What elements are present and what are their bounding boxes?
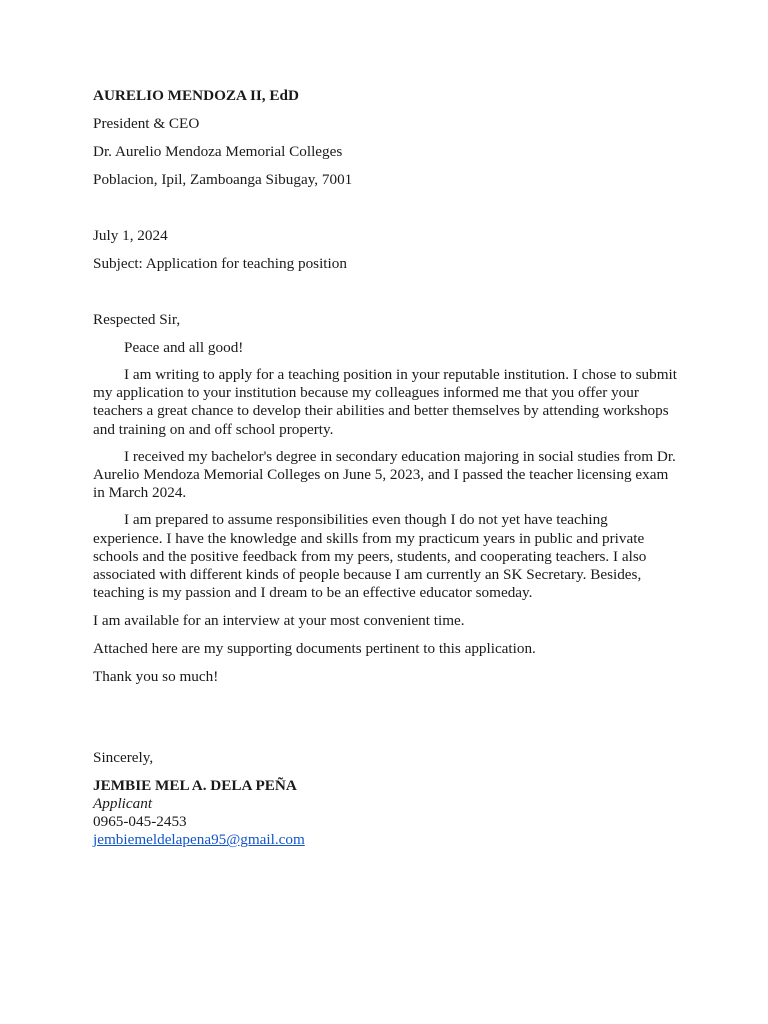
body-paragraph-3: I am prepared to assume responsibilities even though I do not yet have teaching experience. I have the knowledge and skills from my practicum years in public and private schools and the positive feedback from my peers, students, and cooperating teachers. I also associated with different kinds of people because I am currently an SK Secretary. Besides, teaching is my passion and I dream to be an effective educator someday.	[93, 511, 647, 602]
salutation: Respected Sir,	[93, 311, 181, 328]
sender-phone: 0965-045-2453	[93, 813, 187, 831]
body-availability: I am available for an interview at your most convenient time.	[93, 612, 465, 630]
recipient-institution: Dr. Aurelio Mendoza Memorial Colleges	[93, 143, 343, 160]
body-greeting: Peace and all good!	[124, 339, 244, 356]
signature-block	[93, 776, 678, 849]
recipient-name: AURELIO MENDOZA II, EdD	[93, 87, 299, 104]
body-thanks: Thank you so much!	[93, 668, 219, 686]
body-attachments: Attached here are my supporting documents pertinent to this application.	[93, 640, 536, 658]
letter-subject: Subject: Application for teaching position	[93, 255, 347, 272]
recipient-address: Poblacion, Ipil, Zamboanga Sibugay, 7001	[93, 171, 353, 188]
spacer	[93, 190, 678, 226]
letter-page	[93, 86, 678, 849]
recipient-title: President & CEO	[93, 115, 200, 132]
sender-email-link[interactable]: jembiemeldelapena95@gmail.com	[93, 831, 305, 849]
spacer	[93, 695, 678, 748]
sender-name: JEMBIE MEL A. DELA PEÑA	[93, 777, 297, 795]
body-paragraph-2: I received my bachelor's degree in secondary education majoring in social studies from Dr. Aurelio Mendoza Memorial Colleges on June 5, 2023, and I passed the teacher licensing exam in March 2024.	[93, 447, 676, 502]
letter-date: July 1, 2024	[93, 227, 168, 244]
spacer	[93, 274, 678, 310]
sender-role: Applicant	[93, 795, 153, 813]
letter-body	[93, 338, 678, 687]
closing: Sincerely,	[93, 749, 154, 767]
recipient-block	[93, 86, 678, 190]
body-paragraph-1: I am writing to apply for a teaching position in your reputable institution. I chose to submit my application to your institution because my colleagues informed me that you offer your teachers a great chance to develop their abilities and better themselves by attending workshops and training on and off school property.	[93, 366, 677, 438]
